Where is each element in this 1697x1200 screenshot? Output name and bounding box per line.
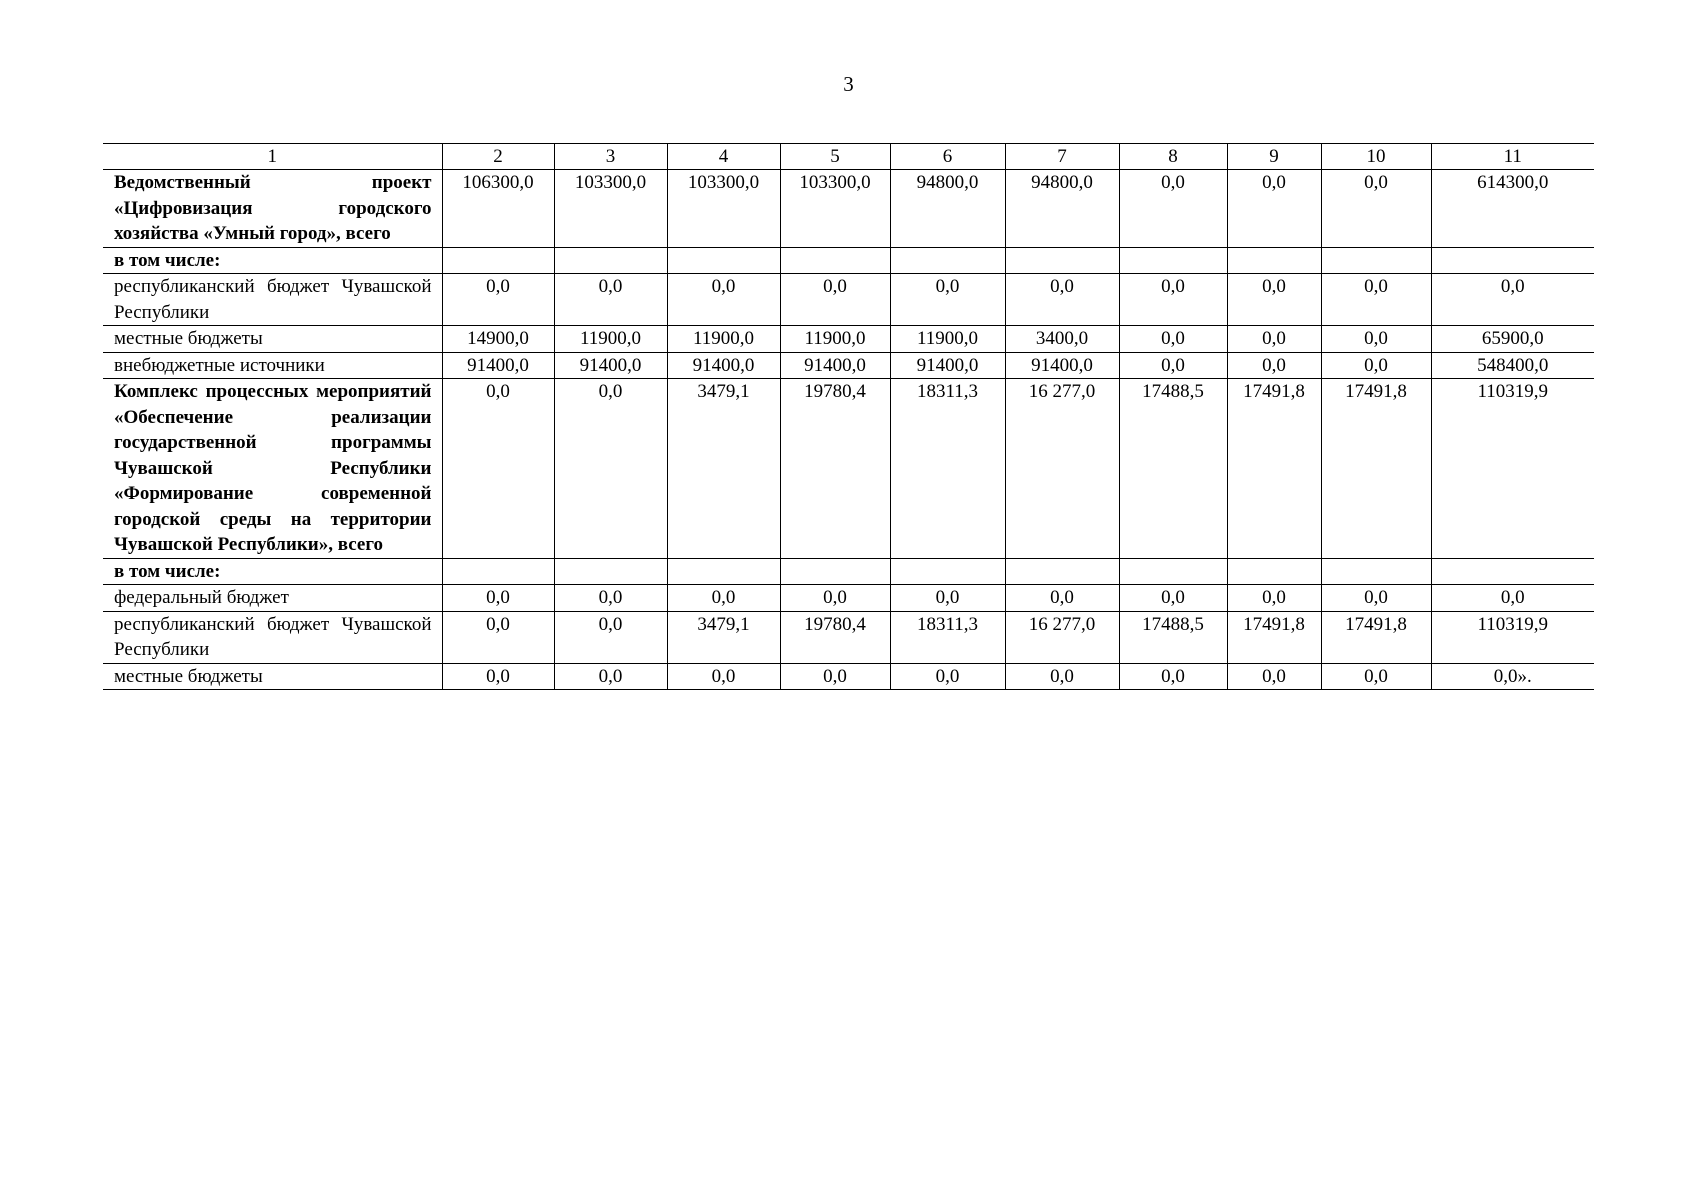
table-cell: 17491,8 (1321, 611, 1431, 663)
table-cell: 11900,0 (780, 326, 890, 353)
table-cell (1321, 558, 1431, 585)
row-label: в том числе: (103, 247, 442, 274)
table-cell: 110319,9 (1431, 379, 1594, 559)
table-cell: 0,0 (1227, 274, 1321, 326)
table-cell (1431, 247, 1594, 274)
table-cell (1227, 558, 1321, 585)
table-row (103, 170, 1594, 248)
table-cell: 91400,0 (890, 352, 1005, 379)
table-cell: 17491,8 (1227, 611, 1321, 663)
table-row (103, 326, 1594, 353)
table-cell: 0,0 (667, 274, 780, 326)
table-cell: 0,0 (1321, 585, 1431, 612)
table-cell: 17491,8 (1321, 379, 1431, 559)
table-cell: 106300,0 (442, 170, 554, 248)
table-cell (780, 247, 890, 274)
table-cell: 3400,0 (1005, 326, 1119, 353)
table-cell: 0,0 (1321, 170, 1431, 248)
column-header: 1 (103, 144, 442, 170)
table-cell: 94800,0 (1005, 170, 1119, 248)
table-cell: 0,0 (1321, 326, 1431, 353)
table-cell: 3479,1 (667, 611, 780, 663)
table-cell: 3479,1 (667, 379, 780, 559)
table-header-row (103, 144, 1594, 170)
table-cell: 0,0 (1005, 585, 1119, 612)
row-label: местные бюджеты (103, 663, 442, 690)
table-cell (554, 247, 667, 274)
table-cell: 0,0 (554, 611, 667, 663)
table-cell (1005, 558, 1119, 585)
table-row (103, 611, 1594, 663)
table-cell: 0,0 (1005, 274, 1119, 326)
table-cell: 65900,0 (1431, 326, 1594, 353)
table-cell (1119, 247, 1227, 274)
table-cell: 91400,0 (554, 352, 667, 379)
table-cell: 0,0 (780, 274, 890, 326)
column-header: 2 (442, 144, 554, 170)
column-header: 10 (1321, 144, 1431, 170)
row-label: Ведомственный проект «Цифровизация городского хозяйства «Умный город», всего (103, 170, 442, 248)
table-row (103, 585, 1594, 612)
table-cell: 0,0 (1321, 352, 1431, 379)
row-label: республиканский бюджет Чувашской Республики (103, 274, 442, 326)
column-header: 8 (1119, 144, 1227, 170)
column-header: 4 (667, 144, 780, 170)
row-label: федеральный бюджет (103, 585, 442, 612)
column-header: 5 (780, 144, 890, 170)
table-cell: 0,0 (1227, 663, 1321, 690)
table-cell (667, 247, 780, 274)
table-cell: 0,0». (1431, 663, 1594, 690)
table-cell: 0,0 (890, 274, 1005, 326)
table-cell (890, 558, 1005, 585)
table-cell: 103300,0 (554, 170, 667, 248)
table-cell: 0,0 (667, 585, 780, 612)
table-cell: 0,0 (442, 663, 554, 690)
table-row (103, 663, 1594, 690)
table-cell: 0,0 (1227, 170, 1321, 248)
table-cell: 0,0 (1005, 663, 1119, 690)
column-header: 6 (890, 144, 1005, 170)
table-cell (1321, 247, 1431, 274)
table-cell: 0,0 (780, 663, 890, 690)
column-header: 9 (1227, 144, 1321, 170)
table-cell: 19780,4 (780, 379, 890, 559)
row-label: местные бюджеты (103, 326, 442, 353)
table-cell: 0,0 (1119, 326, 1227, 353)
row-label: в том числе: (103, 558, 442, 585)
table-cell (442, 558, 554, 585)
column-header: 11 (1431, 144, 1594, 170)
table-cell: 91400,0 (442, 352, 554, 379)
table-cell: 0,0 (1321, 663, 1431, 690)
table-cell: 103300,0 (780, 170, 890, 248)
table-cell: 614300,0 (1431, 170, 1594, 248)
table-cell: 18311,3 (890, 379, 1005, 559)
table-cell: 548400,0 (1431, 352, 1594, 379)
table-cell (890, 247, 1005, 274)
table-cell: 0,0 (442, 274, 554, 326)
table-cell: 0,0 (554, 663, 667, 690)
table-cell: 0,0 (1227, 352, 1321, 379)
table-cell: 18311,3 (890, 611, 1005, 663)
row-label: внебюджетные источники (103, 352, 442, 379)
column-header: 7 (1005, 144, 1119, 170)
table-cell: 91400,0 (667, 352, 780, 379)
table-cell: 0,0 (1119, 352, 1227, 379)
table-cell: 0,0 (554, 585, 667, 612)
table-cell: 110319,9 (1431, 611, 1594, 663)
table-cell: 91400,0 (780, 352, 890, 379)
table-cell: 0,0 (442, 379, 554, 559)
table-cell (442, 247, 554, 274)
table-cell: 11900,0 (667, 326, 780, 353)
table-cell: 0,0 (1119, 585, 1227, 612)
budget-table (103, 143, 1594, 690)
table-cell: 103300,0 (667, 170, 780, 248)
table-cell: 0,0 (1119, 663, 1227, 690)
row-label: Комплекс процессных мероприятий «Обеспечение реализации государственной программы Чувашской Республики «Формирование современной городской среды на территории Чувашской Республики», всего (103, 379, 442, 559)
table-cell (667, 558, 780, 585)
table-cell: 0,0 (667, 663, 780, 690)
page-number: 3 (843, 72, 854, 96)
table-cell: 11900,0 (554, 326, 667, 353)
table-row (103, 352, 1594, 379)
table-cell: 0,0 (890, 585, 1005, 612)
table-cell: 16 277,0 (1005, 611, 1119, 663)
table-cell: 0,0 (1227, 326, 1321, 353)
table-cell: 17488,5 (1119, 379, 1227, 559)
table-cell: 0,0 (1431, 585, 1594, 612)
table-cell: 14900,0 (442, 326, 554, 353)
table-cell: 19780,4 (780, 611, 890, 663)
table-cell (780, 558, 890, 585)
table-cell (1227, 247, 1321, 274)
table-cell: 0,0 (780, 585, 890, 612)
table-cell: 16 277,0 (1005, 379, 1119, 559)
table-cell: 0,0 (1119, 170, 1227, 248)
table-cell: 0,0 (442, 611, 554, 663)
table-cell: 0,0 (442, 585, 554, 612)
table-cell: 17488,5 (1119, 611, 1227, 663)
table-cell (1005, 247, 1119, 274)
table-cell: 0,0 (890, 663, 1005, 690)
table-cell (1119, 558, 1227, 585)
column-header: 3 (554, 144, 667, 170)
table-cell (1431, 558, 1594, 585)
table-cell: 11900,0 (890, 326, 1005, 353)
table-cell: 91400,0 (1005, 352, 1119, 379)
row-label: республиканский бюджет Чувашской Республики (103, 611, 442, 663)
table-cell: 0,0 (554, 274, 667, 326)
table-row (103, 558, 1594, 585)
table-row (103, 274, 1594, 326)
table-cell: 17491,8 (1227, 379, 1321, 559)
table-cell: 0,0 (1119, 274, 1227, 326)
table-body (103, 144, 1594, 690)
table-cell: 0,0 (1227, 585, 1321, 612)
table-cell: 0,0 (1321, 274, 1431, 326)
table-cell (554, 558, 667, 585)
table-cell: 94800,0 (890, 170, 1005, 248)
table-row (103, 247, 1594, 274)
table-row (103, 379, 1594, 559)
table-cell: 0,0 (554, 379, 667, 559)
table-cell: 0,0 (1431, 274, 1594, 326)
